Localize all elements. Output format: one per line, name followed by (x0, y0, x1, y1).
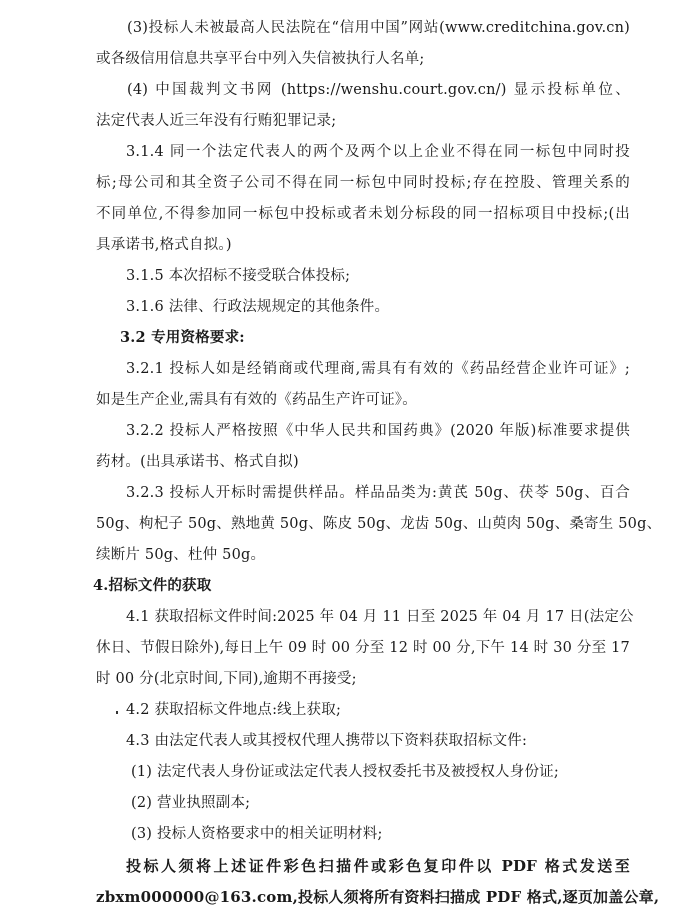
paragraph-line: 药材。(出具承诺书、格式自拟) (96, 454, 299, 470)
paragraph-line: 4.1 获取招标文件时间:2025 年 04 月 11 日至 2025 年 04 月 17 日(法定公 (126, 609, 634, 625)
paragraph-line: 3.1.4 同一个法定代表人的两个及两个以上企业不得在同一标包中同时投 (126, 144, 630, 160)
paragraph-line-bold: 投标人须将上述证件彩色扫描件或彩色复印件以 PDF 格式发送至 (126, 857, 630, 875)
scan-speck (116, 711, 118, 714)
paragraph-line: 3.2.2 投标人严格按照《中华人民共和国药典》(2020 年版)标准要求提供 (126, 423, 630, 439)
paragraph-line: 3.2.3 投标人开标时需提供样品。样品品类为:黄芪 50g、茯苓 50g、百合 (126, 485, 630, 501)
list-item: (2) 营业执照副本; (131, 795, 251, 811)
paragraph-line: 标;母公司和其全资子公司不得在同一标包中同时投标;存在控股、管理关系的 (96, 175, 630, 191)
paragraph-line: 3.1.5 本次招标不接受联合体投标; (126, 268, 351, 284)
list-item: (1) 法定代表人身份证或法定代表人授权委托书及被授权人身份证; (131, 764, 559, 780)
paragraph-line: 休日、节假日除外),每日上午 09 时 00 分至 12 时 00 分,下午 14 时 30 分至 17 (96, 640, 630, 656)
paragraph-line: 如是生产企业,需具有有效的《药品生产许可证》。 (96, 392, 417, 408)
paragraph-line-bold: zbxm000000@163.com,投标人须将所有资料扫描成 PDF 格式,逐页加盖公章, (96, 888, 660, 906)
paragraph-line: (4) 中国裁判文书网 (https://wenshu.court.gov.cn/) 显示投标单位、 (127, 82, 630, 98)
paragraph-line: 不同单位,不得参加同一标包中投标或者未划分标段的同一招标项目中投标;(出 (96, 206, 630, 222)
paragraph-line: (3)投标人未被最高人民法院在“信用中国”网站(www.creditchina.gov.cn) (127, 20, 630, 36)
paragraph-line: 3.2.1 投标人如是经销商或代理商,需具有有效的《药品经营企业许可证》; (126, 361, 630, 377)
section-heading: 3.2 专用资格要求: (120, 329, 245, 346)
paragraph-line: 50g、枸杞子 50g、熟地黄 50g、陈皮 50g、龙齿 50g、山萸肉 50g、桑寄生 50g、 (96, 516, 662, 532)
section-heading: 4.招标文件的获取 (93, 577, 212, 594)
paragraph-line: 续断片 50g、杜仲 50g。 (96, 547, 266, 563)
paragraph-line: 法定代表人近三年没有行贿犯罪记录; (96, 113, 337, 129)
paragraph-line: 时 00 分(北京时间,下同),逾期不再接受; (96, 671, 357, 687)
paragraph-line: 4.3 由法定代表人或其授权代理人携带以下资料获取招标文件: (126, 733, 528, 749)
paragraph-line: 3.1.6 法律、行政法规规定的其他条件。 (126, 299, 390, 315)
list-item: (3) 投标人资格要求中的相关证明材料; (131, 826, 383, 842)
paragraph-line: 或各级信用信息共享平台中列入失信被执行人名单; (96, 51, 425, 67)
paragraph-line: 具承诺书,格式自拟。) (96, 237, 232, 253)
paragraph-line: 4.2 获取招标文件地点:线上获取; (126, 702, 342, 718)
